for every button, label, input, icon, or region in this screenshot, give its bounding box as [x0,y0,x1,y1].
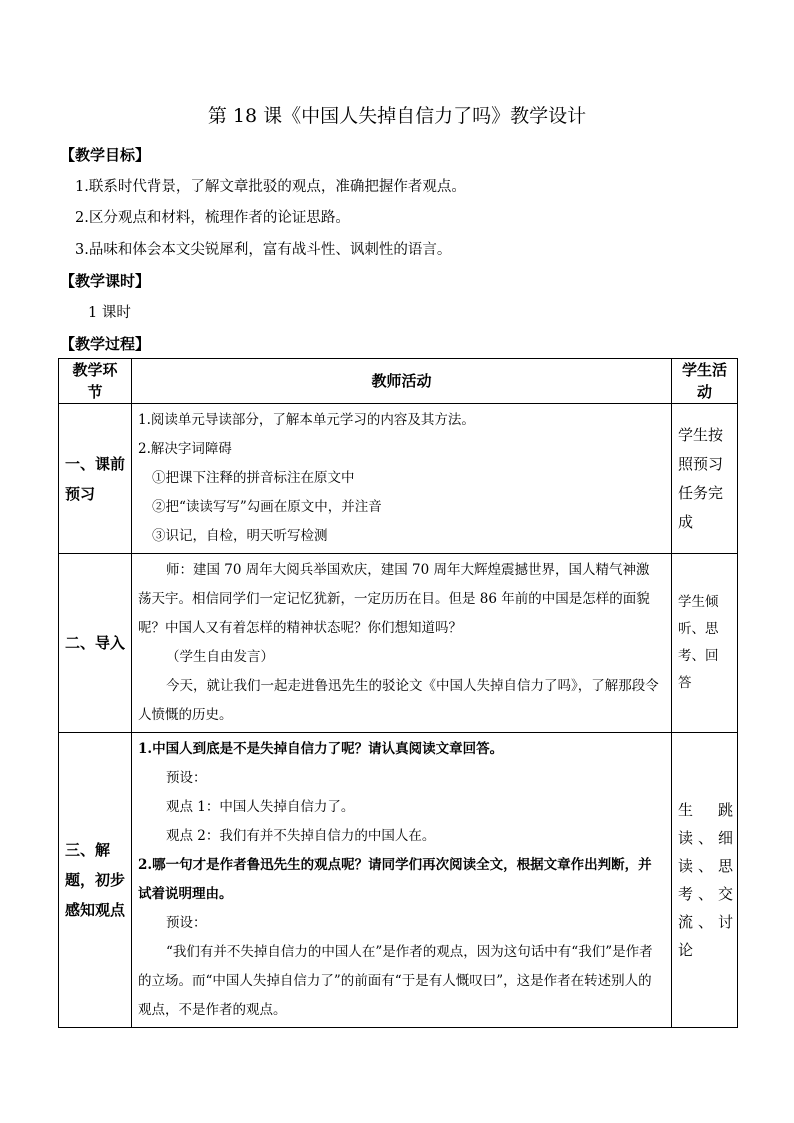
page-title: 第 18 课《中国人失掉自信力了吗》教学设计 [207,105,587,127]
activity-line: （学生自由发言） [166,649,274,665]
table-header-row [59,359,738,404]
student-activity-cell: 学生按照预习任务完成 [672,404,738,554]
header-teacher: 教师活动 [132,359,672,404]
objective-3: 3.品味和体会本文尖锐犀利，富有战斗性、讽刺性的语言。 [75,242,452,258]
activity-line: 今天，就让我们一起走进鲁迅先生的驳论文《中国人失掉自信力了吗》，了解那段令人愤慨的历史。 [138,678,659,723]
process-heading: 【教学过程】 [60,335,151,353]
activity-line: 师：建国 70 周年大阅兵举国欢庆，建国 70 周年大辉煌震撼世界，国人精气神激荡天宇。相信同学们一定记忆犹新，一定历历在目。但是 86 年前的中国是怎样的面貌呢？中国人又有着怎样的精神状态呢？你们想知道吗？ [138,562,650,636]
activity-question: 1.中国人到底是不是失掉自信力了呢？请认真阅读文章回答。 [138,741,504,757]
activity-question: 2.哪一句才是作者鲁迅先生的观点呢？请同学们再次阅读全文，根据文章作出判断，并试着说明理由。 [138,857,652,902]
stage-cell: 一、课前预习 [59,404,132,554]
activity-line: ①把课下注释的拼音标注在原文中 [152,470,355,486]
hours-value: 1 课时 [88,305,131,321]
table-row [59,733,738,1028]
activity-line: 观点 2：我们有并不失掉自信力的中国人在。 [166,828,436,844]
header-student: 学生活动 [672,359,738,404]
hours-heading: 【教学课时】 [60,272,151,290]
activity-line: 预设： [166,915,207,931]
activity-line: 观点 1：中国人失掉自信力了。 [166,799,355,815]
header-stage: 教学环节 [59,359,132,404]
table-row [59,404,738,554]
stage-cell: 三、解题，初步感知观点 [59,733,132,1028]
activity-line: 预设： [166,770,207,786]
student-activity-cell: 学生倾听、思考、回答 [672,554,738,733]
activity-line: “我们有并不失掉自信力的中国人在”是作者的观点，因为这句话中有“我们”是作者的立场。而“中国人失掉自信力了”的前面有“于是有人慨叹曰”，这是作者在转述别人的观点，不是作者的观点。 [138,944,653,1018]
teacher-activity-cell [132,554,672,733]
student-activity-cell: 生跳读、细读、思考、交流、讨论 [672,733,738,1028]
teacher-activity-cell [132,733,672,1028]
table-row [59,554,738,733]
objective-2: 2.区分观点和材料，梳理作者的论证思路。 [75,210,350,226]
activity-line: 1.阅读单元导读部分，了解本单元学习的内容及其方法。 [138,412,475,428]
activity-line: ②把“读读写写”勾画在原文中，并注音 [152,499,382,515]
stage-cell: 二、导入 [59,554,132,733]
teacher-activity-cell [132,404,672,554]
teaching-process-table [58,358,738,1028]
activity-line: ③识记，自检，明天听写检测 [152,528,328,544]
objectives-heading: 【教学目标】 [60,146,151,164]
objective-1: 1.联系时代背景，了解文章批驳的观点，准确把握作者观点。 [75,179,466,195]
activity-line: 2.解决字词障碍 [138,441,232,457]
